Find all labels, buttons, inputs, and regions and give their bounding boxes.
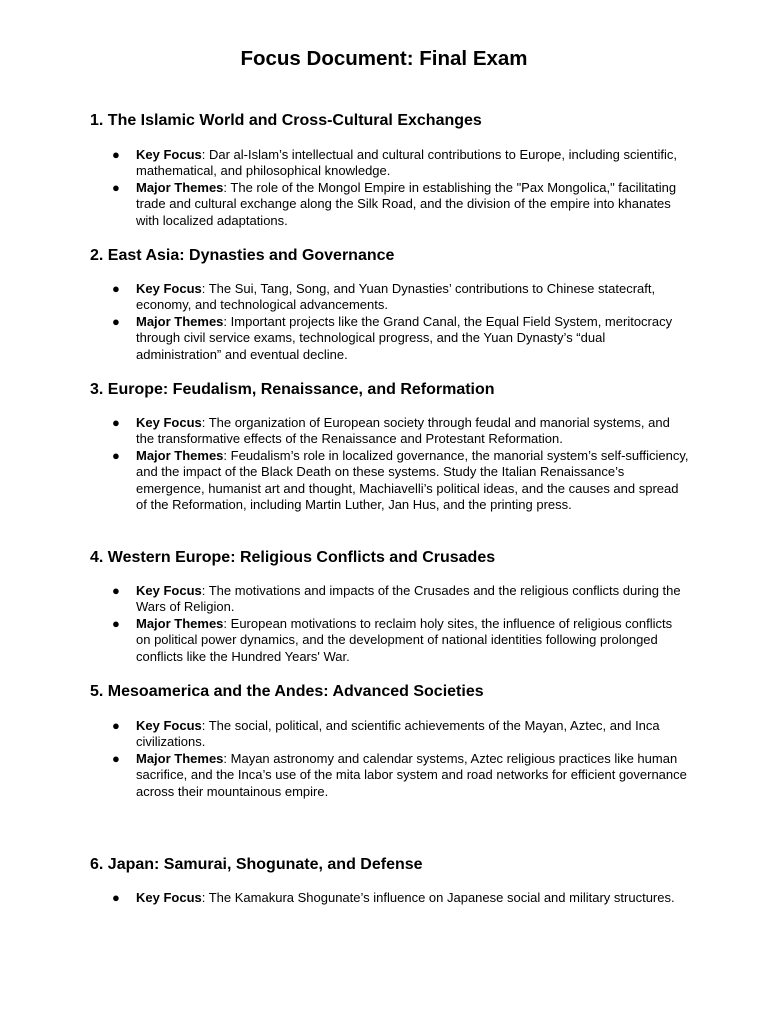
bullet-item-key-focus — [90, 583, 690, 616]
section-europe-feudalism — [90, 380, 690, 513]
section-mesoamerica-andes — [90, 682, 690, 799]
bullet-text: : The social, political, and scientific achievements of the Mayan, Aztec, and Inca civilizations. — [136, 718, 660, 750]
bullet-label: Major Themes — [136, 179, 224, 195]
bullet-list — [90, 281, 690, 363]
section-heading: 4. Western Europe: Religious Conflicts and Crusades — [90, 549, 496, 566]
bullet-label: Key Focus — [136, 583, 202, 598]
bullet-text: : European motivations to reclaim holy sites, the influence of religious conflicts on political power dynamics, and the development of national identities following prolonged conflicts like the Hundred Years' War. — [136, 615, 673, 664]
bullet-label: Key Focus — [136, 147, 202, 162]
section-heading: 6. Japan: Samurai, Shogunate, and Defense — [90, 856, 423, 873]
bullet-item-major-themes — [90, 448, 690, 514]
bullet-dot-icon: ● — [112, 147, 120, 162]
bullet-text: : Dar al-Islam’s intellectual and cultural contributions to Europe, including scientific, mathematical, and philosophical knowledge. — [136, 147, 677, 179]
bullet-label: Key Focus — [136, 890, 202, 905]
bullet-dot-icon: ● — [112, 179, 120, 195]
bullet-item-major-themes — [90, 616, 690, 665]
bullet-label: Major Themes — [136, 615, 224, 631]
bullet-list — [90, 583, 690, 665]
document-title: Focus Document: Final Exam — [240, 47, 528, 70]
bullet-label: Major Themes — [136, 447, 224, 463]
section-heading: 5. Mesoamerica and the Andes: Advanced Societies — [90, 683, 484, 700]
section-heading: 1. The Islamic World and Cross-Cultural Exchanges — [90, 112, 482, 129]
bullet-item-major-themes — [90, 751, 690, 800]
section-western-europe — [90, 548, 690, 664]
bullet-dot-icon: ● — [112, 313, 120, 329]
bullet-label: Major Themes — [136, 313, 224, 329]
bullet-dot-icon: ● — [112, 281, 120, 296]
section-heading: 3. Europe: Feudalism, Renaissance, and Reformation — [90, 381, 495, 398]
bullet-item-key-focus — [90, 890, 690, 906]
bullet-label: Key Focus — [136, 718, 202, 733]
bullet-dot-icon: ● — [112, 583, 120, 598]
section-japan — [90, 855, 690, 905]
bullet-dot-icon: ● — [112, 750, 120, 766]
bullet-item-major-themes — [90, 180, 690, 229]
bullet-item-key-focus — [90, 147, 690, 180]
bullet-text: : Feudalism’s role in localized governance, the manorial system’s self-sufficiency, and the impact of the Black Death on these systems. Study the Italian Renaissance’s emergence, humanist art and thought, Machiavelli’s political ideas, and the causes and spread of the Reformation, including Martin Luther, Jan Hus, and the printing press. — [136, 447, 689, 513]
bullet-item-major-themes — [90, 314, 690, 363]
bullet-text: : The role of the Mongol Empire in establishing the "Pax Mongolica," facilitating trade and cultural exchange along the Silk Road, and the division of the empire into khanates with localized adaptations. — [136, 179, 677, 228]
bullet-dot-icon: ● — [112, 415, 120, 430]
section-heading: 2. East Asia: Dynasties and Governance — [90, 247, 395, 264]
bullet-text: : The Sui, Tang, Song, and Yuan Dynasties’ contributions to Chinese statecraft, economy, and technological advancements. — [136, 281, 656, 313]
bullet-label: Key Focus — [136, 415, 202, 430]
section-east-asia — [90, 246, 690, 362]
bullet-list — [90, 147, 690, 229]
bullet-list — [90, 718, 690, 800]
bullet-label: Key Focus — [136, 281, 202, 296]
bullet-text: : The motivations and impacts of the Crusades and the religious conflicts during the Wars of Religion. — [136, 583, 681, 615]
bullet-text: : Important projects like the Grand Canal, the Equal Field System, meritocracy through civil service exams, technological progress, and the Yuan Dynasty’s “dual administration” and eventual decline. — [136, 313, 673, 362]
bullet-dot-icon: ● — [112, 615, 120, 631]
bullet-dot-icon: ● — [112, 447, 120, 463]
bullet-list — [90, 415, 690, 513]
bullet-dot-icon: ● — [112, 718, 120, 733]
section-islamic-world — [90, 111, 690, 228]
bullet-label: Major Themes — [136, 750, 224, 766]
bullet-dot-icon: ● — [112, 890, 120, 905]
bullet-text: : The organization of European society through feudal and manorial systems, and the transformative effects of the Renaissance and Protestant Reformation. — [136, 415, 670, 447]
bullet-list — [90, 890, 690, 906]
bullet-item-key-focus — [90, 718, 690, 751]
bullet-text: : The Kamakura Shogunate’s influence on Japanese social and military structures. — [201, 890, 675, 905]
bullet-item-key-focus — [90, 415, 690, 448]
bullet-item-key-focus — [90, 281, 690, 314]
bullet-text: : Mayan astronomy and calendar systems, Aztec religious practices like human sacrifice, and the Inca’s use of the mita labor system and road networks for efficient governance across their mountainous empire. — [136, 750, 687, 799]
